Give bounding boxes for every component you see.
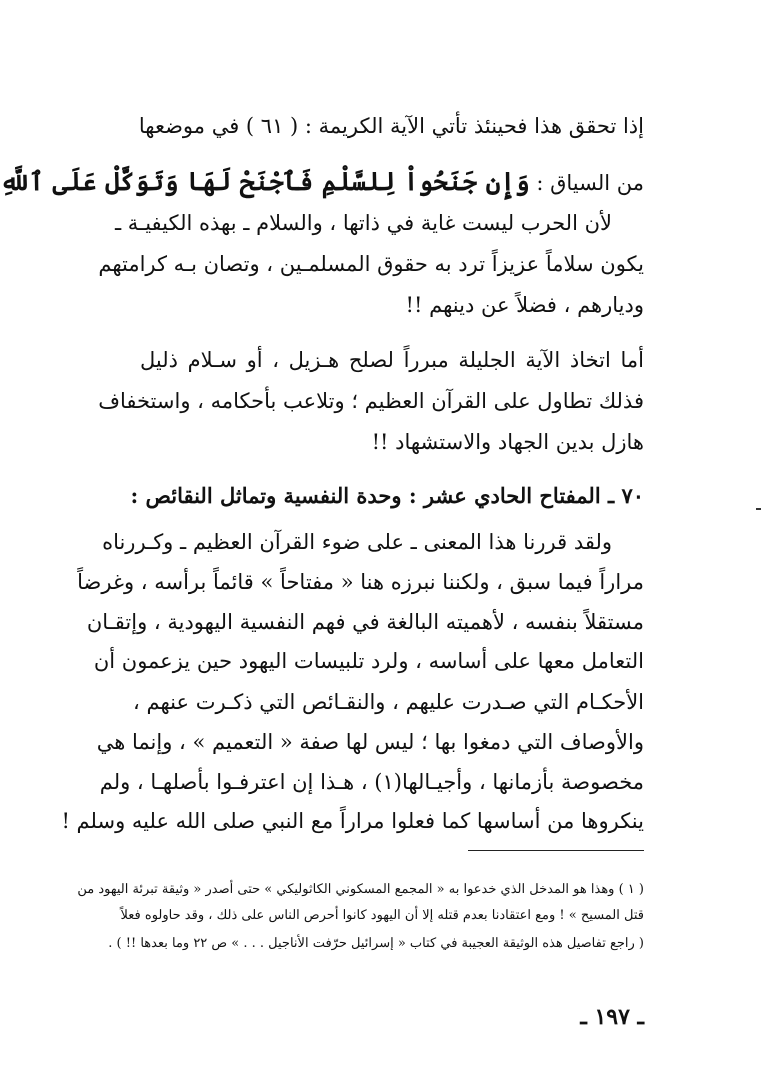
p2-line-3: هازل بدين الجهاد والاستشهاد !! [371, 430, 644, 454]
p3-line-8: ينكروها من أساسها كما فعلوا مراراً مع النبي صلى الله عليه وسلم ! [61, 809, 644, 833]
p1-line-3: لأن الحرب ليست غاية في ذاتها ، والسلام ـ بهذه الكيفيـة ـ [114, 211, 612, 235]
p2-line-1: أما اتخاذ الآية الجليلة مبرراً لصلح هـزيل ، أو سـلام ذليل [140, 348, 644, 372]
p3-line-7: مخصوصة بأزمانها ، وأجيـالها(١) ، هـذا إن اعترفـوا بأصلهـا ، ولم [99, 770, 644, 794]
p2-line-2: فذلك تطاول على القرآن العظيم ؛ وتلاعب بأحكامه ، واستخفاف [98, 389, 644, 413]
footnote-line-2: قتل المسيح » ! ومع اعتقادنا بعدم قتله إلا أن اليهود كانوا أحرص الناس على ذلك ، وقد حاولوه فعلاً [120, 908, 644, 923]
footnote-line-1: ( ١ ) وهذا هو المدخل الذي خدعوا به « المجمع المسكوني الكاثوليكي » حتى أصدر « وثيقة تبرئة اليهود من [77, 882, 644, 897]
p1-line-5: وديارهم ، فضلاً عن دينهم !! [405, 293, 644, 317]
p3-line-5: الأحكـام التي صـدرت عليهم ، والنقـائص التي ذكـرت عنهم ، [133, 690, 644, 714]
p1-line-4: يكون سلاماً عزيزاً ترد به حقوق المسلمـين ، وتصان بـه كرامتهم [98, 252, 644, 276]
footnote-divider [468, 850, 644, 851]
p3-line-4: التعامل معها على أساسه ، ولرد تلبيسات اليهود حين يزعمون أن [93, 649, 644, 673]
p3-line-2: مراراً فيما سبق ، ولكننا نبرزه هنا « مفتاحاً » قائماً برأسه ، وغرضاً [77, 570, 644, 594]
p3-line-6: والأوصاف التي دمغوا بها ؛ ليس لها صفة « التعميم » ، وإنما هي [96, 730, 644, 754]
quran-verse: وَإِن جَنَحُواْ لِلسَّلْمِ فَٱجْنَحْ لَهَا وَتَوَكَّلْ عَلَى ٱللَّهِ [0, 167, 530, 196]
footnote-line-3: ( راجع تفاصيل هذه الوثيقة العجيبة في كتاب « إسرائيل حرّفت الأناجيل . . . » ص ٢٢ وما بعدها !! ) . [108, 936, 644, 951]
p1-line-2-prefix: من السياق : [536, 171, 644, 195]
p1-line-2 [0, 160, 644, 204]
page-edge-mark [756, 508, 761, 510]
section-heading: ٧٠ ـ المفتاح الحادي عشر : وحدة النفسية وتماثل النقائص : [130, 483, 644, 508]
p3-line-3: مستقلاً بنفسه ، لأهميته البالغة في فهم النفسية اليهودية ، وإتقـان [86, 610, 644, 634]
page-number: ـ ١٩٧ ـ [580, 1004, 644, 1030]
p1-line-1: إذا تحقق هذا فحينئذ تأتي الآية الكريمة : ( ٦١ ) في موضعها [138, 114, 644, 138]
p3-line-1: ولقد قررنا هذا المعنى ـ على ضوء القرآن العظيم ـ وكـررناه [102, 530, 612, 554]
